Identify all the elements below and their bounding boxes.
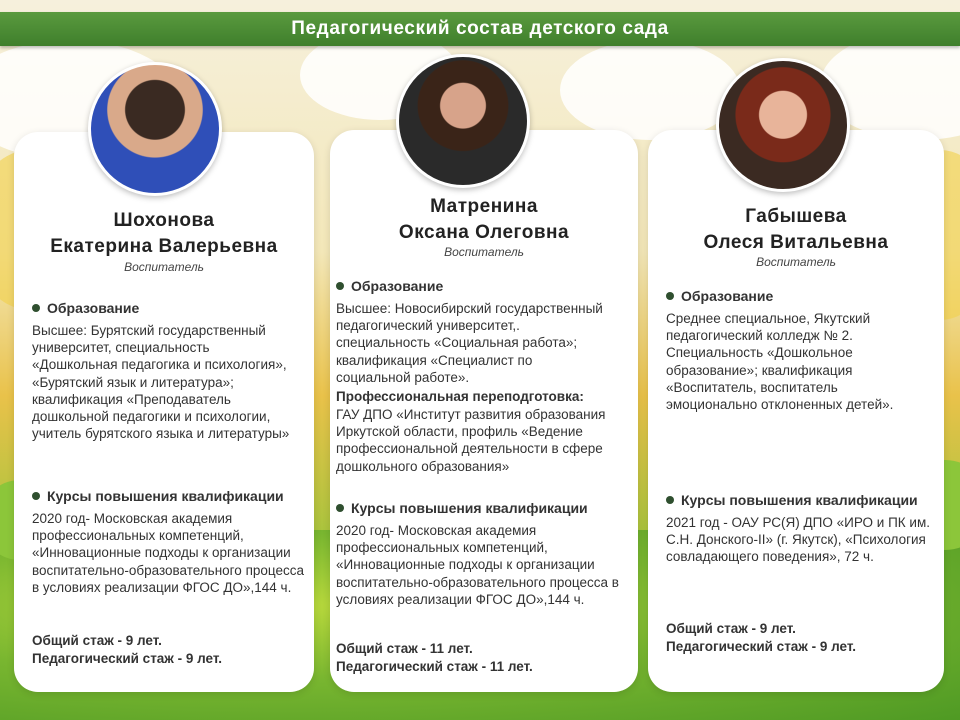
teacher-surname: Габышева (745, 206, 847, 227)
total-experience: Общий стаж - 11 лет. (336, 641, 473, 656)
courses-text: 2021 год - ОАУ РС(Я) ДПО «ИРО и ПК им. С.Н. Донского-II» (г. Якутск), «Психология совладающего поведения», 72 ч. (666, 515, 930, 565)
teacher-role: Воспитатель (124, 260, 204, 274)
teacher-photo (88, 62, 222, 196)
pedagogical-experience: Педагогический стаж - 11 лет. (336, 659, 533, 674)
teacher-role: Воспитатель (756, 255, 836, 269)
teacher-given-names: Екатерина Валерьевна (50, 236, 278, 257)
bullet-icon (666, 496, 674, 504)
courses-text: 2020 год- Московская академия профессиональных компетенций, «Инновационные подходы к организации воспитательно-образовательного процесса в условиях реализации ФГОС ДО»,144 ч. (32, 511, 304, 595)
total-experience: Общий стаж - 9 лет. (666, 621, 796, 636)
teacher-card (14, 132, 314, 692)
teacher-card (330, 130, 638, 692)
bullet-icon (336, 282, 344, 290)
teacher-photo (716, 58, 850, 192)
education-text: Среднее специальное, Якутский педагогический колледж № 2. Специальность «Дошкольное образование»; квалификация «Воспитатель, воспитатель эмоционально отклоненных детей». (666, 311, 894, 413)
bullet-icon (32, 304, 40, 312)
bullet-icon (32, 492, 40, 500)
courses-heading: Курсы повышения квалификации (32, 488, 284, 504)
education-heading: Образование (336, 278, 443, 294)
teacher-given-names: Олеся Витальевна (703, 232, 889, 253)
education-heading: Образование (666, 288, 773, 304)
teacher-name (330, 194, 638, 246)
courses-heading: Курсы повышения квалификации (336, 500, 588, 516)
pedagogical-experience: Педагогический стаж - 9 лет. (32, 651, 223, 666)
teacher-surname: Шохонова (113, 210, 215, 231)
teacher-name (14, 208, 314, 260)
retraining-label: Профессиональная переподготовка: (336, 389, 584, 404)
total-experience: Общий стаж - 9 лет. (32, 633, 162, 648)
courses-text: 2020 год- Московская академия профессиональных компетенций, «Инновационные подходы к организации воспитательно-образовательного процесса в условиях реализации ФГОС ДО»,144 ч. (336, 523, 619, 607)
bullet-icon (336, 504, 344, 512)
teacher-surname: Матренина (430, 196, 538, 217)
education-heading: Образование (32, 300, 139, 316)
teacher-photo (396, 54, 530, 188)
page-title (0, 12, 960, 46)
page-title-text: Педагогический состав детского сада (291, 18, 669, 39)
teacher-given-names: Оксана Олеговна (398, 222, 570, 243)
cloud-decoration (560, 40, 740, 140)
courses-heading: Курсы повышения квалификации (666, 492, 918, 508)
teacher-name (648, 204, 944, 256)
teacher-role: Воспитатель (444, 245, 524, 259)
bullet-icon (666, 292, 674, 300)
pedagogical-experience: Педагогический стаж - 9 лет. (666, 639, 857, 654)
education-text: Высшее: Бурятский государственный университет, специальность «Дошкольная педагогика и психология», «Бурятский язык и литература»; квалификация «Преподаватель дошкольной педагогики и психологии, учитель бурятского языка и литературы» (32, 323, 290, 442)
teacher-card (648, 130, 944, 692)
education-text: Высшее: Новосибирский государственный педагогический университет,. специальность «Социальная работа»; квалификация «Специалист по социальной работе». (336, 301, 603, 385)
retraining-text: ГАУ ДПО «Институт развития образования Иркутской области, профиль «Ведение профессиональной деятельности в сфере дошкольного образования» (336, 407, 606, 474)
